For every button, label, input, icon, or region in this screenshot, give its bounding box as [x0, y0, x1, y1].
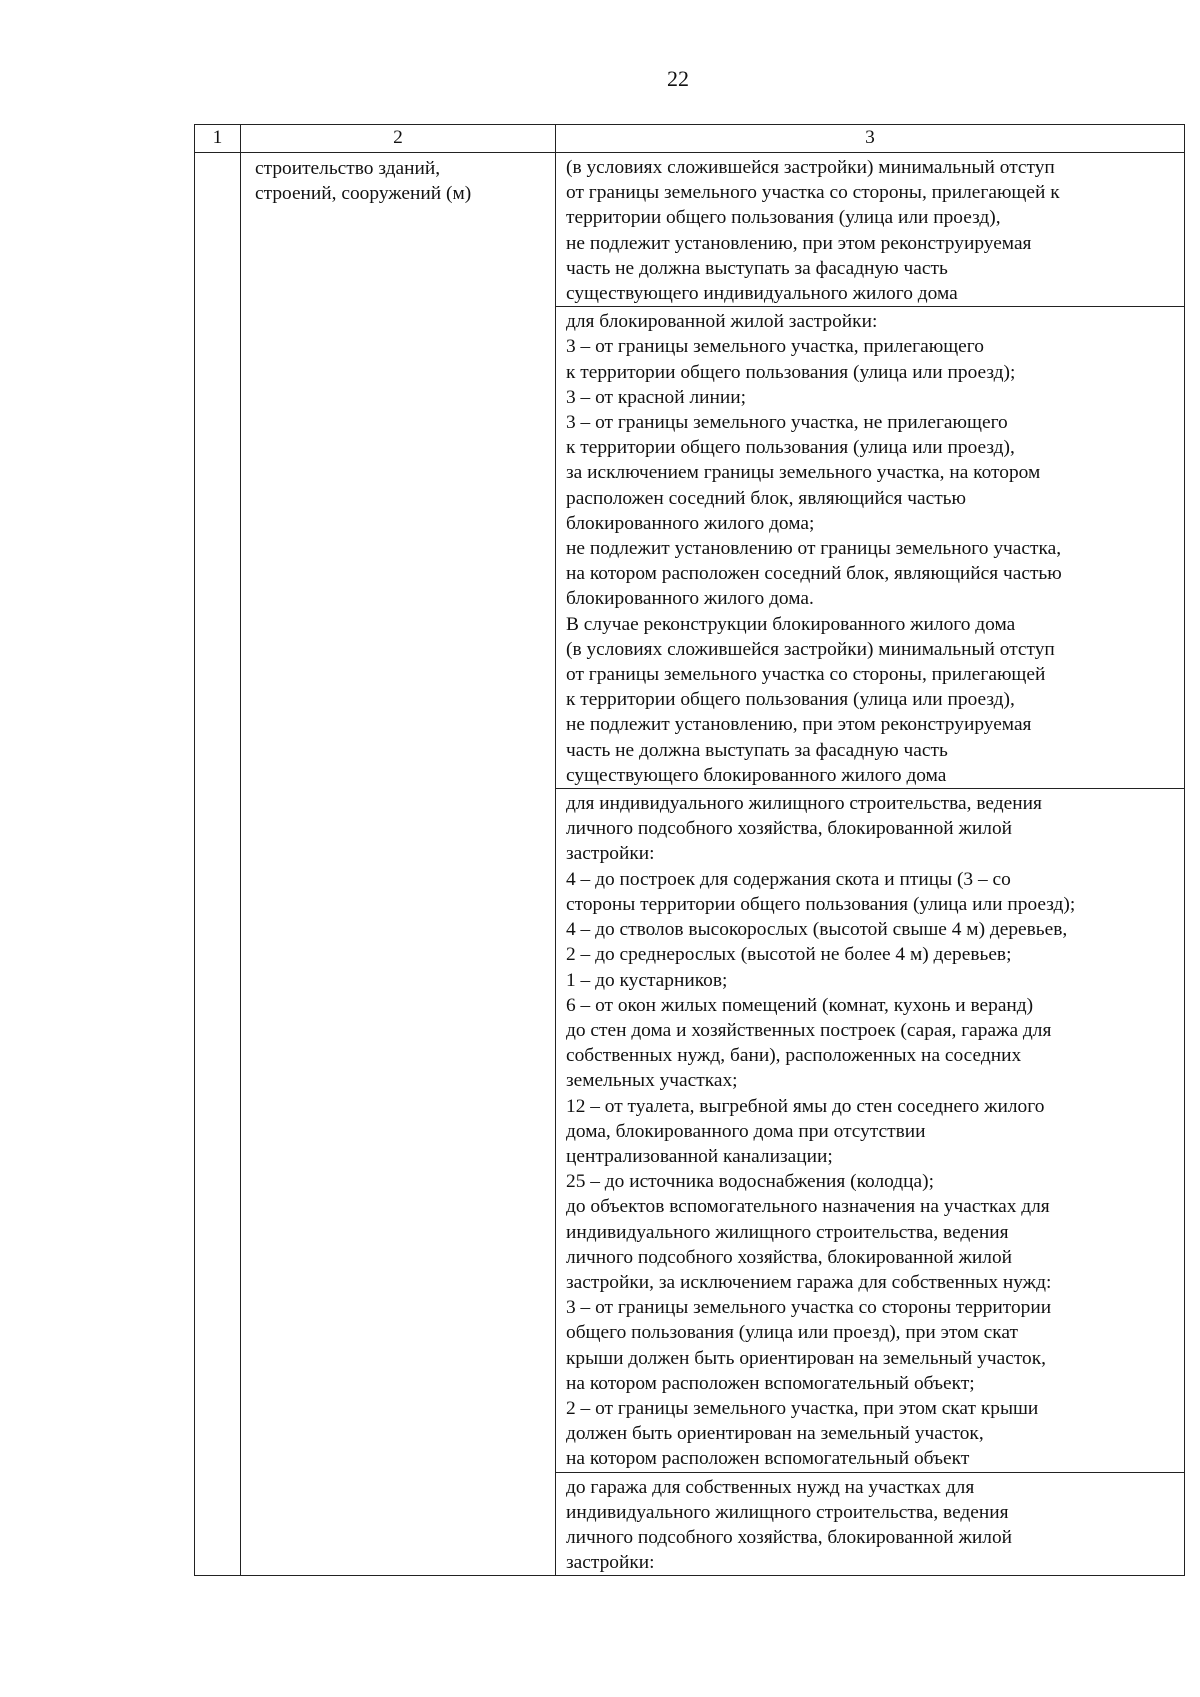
text-line: общего пользования (улица или проезд), при этом скат [566, 1322, 1018, 1344]
text-line: (в условиях сложившейся застройки) минимальный отступ [566, 157, 1055, 178]
column-header-1: 1 [195, 125, 241, 153]
text-line: 12 – от туалета, выгребной ямы до стен соседнего жилого [566, 1095, 1045, 1117]
text-line: 3 – от границы земельного участка со стороны территории [566, 1297, 1052, 1319]
text-line: В случае реконструкции блокированного жилого дома [566, 613, 1016, 635]
text-line: 3 – от границы земельного участка, прилегающего [566, 336, 984, 358]
column-header-3: 3 [556, 125, 1185, 153]
number-cell [195, 153, 241, 1576]
value-cell [556, 789, 1185, 1472]
column-header-2: 2 [241, 125, 556, 153]
text-line: часть не должна выступать за фасадную часть [566, 257, 948, 279]
text-line: 4 – до стволов высокорослых (высотой свыше 4 м) деревьев, [566, 919, 1068, 941]
text-line: к территории общего пользования (улица или проезд), [566, 437, 1015, 459]
text-line: часть не должна выступать за фасадную часть [566, 739, 948, 761]
text-line: от границы земельного участка со стороны, прилегающей к [566, 182, 1060, 204]
text-line: блокированного жилого дома. [566, 588, 814, 610]
text-line: стороны территории общего пользования (улица или проезд); [566, 893, 1076, 915]
page-number: 22 [667, 66, 689, 91]
regulations-table [194, 124, 1185, 1576]
text-line: за исключением границы земельного участка, на котором [566, 462, 1041, 484]
text-line: существующего индивидуального жилого дома [566, 283, 958, 305]
text-line: на котором расположен вспомогательный объект; [566, 1372, 975, 1394]
text-line: личного подсобного хозяйства, блокированной жилой [566, 1246, 1013, 1268]
table-header-row [195, 125, 1185, 153]
text-line: крыши должен быть ориентирован на земельный участок, [566, 1347, 1047, 1369]
text-line: на котором расположен соседний блок, являющийся частью [566, 563, 1062, 585]
value-cell [556, 307, 1185, 789]
text-line: застройки, за исключением гаража для собственных нужд: [566, 1271, 1052, 1293]
text-line: 25 – до источника водоснабжения (колодца); [566, 1171, 934, 1193]
text-line: централизованной канализации; [566, 1145, 833, 1167]
table-row [195, 153, 1185, 307]
value-cell [556, 153, 1185, 307]
text-line: 1 – до кустарников; [566, 969, 728, 991]
text-line: личного подсобного хозяйства, блокированной жилой [566, 1526, 1013, 1548]
text-line: для блокированной жилой застройки: [566, 311, 878, 333]
text-line: земельных участках; [566, 1070, 738, 1092]
text-line: дома, блокированного дома при отсутствии [566, 1120, 926, 1142]
text-line: до стен дома и хозяйственных построек (сарая, гаража для [566, 1019, 1052, 1041]
text-line: застройки: [566, 1552, 655, 1574]
text-line: не подлежит установлению от границы земельного участка, [566, 538, 1062, 560]
text-line: от границы земельного участка со стороны, прилегающей [566, 664, 1046, 686]
text-line: не подлежит установлению, при этом реконструируемая [566, 714, 1032, 736]
text-line: к территории общего пользования (улица или проезд); [566, 361, 1016, 383]
text-line: 4 – до построек для содержания скота и птицы (3 – со [566, 868, 1011, 890]
text-line: до гаража для собственных нужд на участках для [566, 1476, 975, 1498]
text-line: 2 – от границы земельного участка, при этом скат крыши [566, 1397, 1039, 1419]
text-line: не подлежит установлению, при этом реконструируемая [566, 232, 1032, 254]
text-line: индивидуального жилищного строительства, ведения [566, 1501, 1009, 1523]
text-line: 6 – от окон жилых помещений (комнат, кухонь и веранд) [566, 994, 1034, 1016]
text-line: застройки: [566, 843, 655, 865]
text-line: блокированного жилого дома; [566, 512, 815, 534]
text-line: 3 – от красной линии; [566, 386, 747, 408]
text-line: 3 – от границы земельного участка, не прилегающего [566, 412, 1008, 434]
value-cell [556, 1472, 1185, 1576]
text-line: к территории общего пользования (улица или проезд), [566, 689, 1015, 711]
text-line: личного подсобного хозяйства, блокированной жилой [566, 818, 1013, 840]
parameter-label-line: строений, сооружений (м) [255, 183, 472, 205]
text-line: существующего блокированного жилого дома [566, 764, 947, 786]
text-line: (в условиях сложившейся застройки) минимальный отступ [566, 638, 1055, 660]
text-line: 2 – до среднерослых (высотой не более 4 м) деревьев; [566, 944, 1012, 966]
text-line: расположен соседний блок, являющийся частью [566, 487, 967, 509]
text-line: индивидуального жилищного строительства, ведения [566, 1221, 1009, 1243]
text-line: до объектов вспомогательного назначения на участках для [566, 1196, 1050, 1218]
text-line: должен быть ориентирован на земельный участок, [566, 1423, 984, 1445]
text-line: на котором расположен вспомогательный объект [566, 1448, 970, 1470]
text-line: территории общего пользования (улица или проезд), [566, 207, 1001, 229]
parameter-label-line: строительство зданий, [255, 158, 441, 179]
parameter-label-cell [241, 153, 556, 1576]
text-line: для индивидуального жилищного строительства, ведения [566, 793, 1042, 815]
text-line: собственных нужд, бани), расположенных на соседних [566, 1045, 1022, 1067]
